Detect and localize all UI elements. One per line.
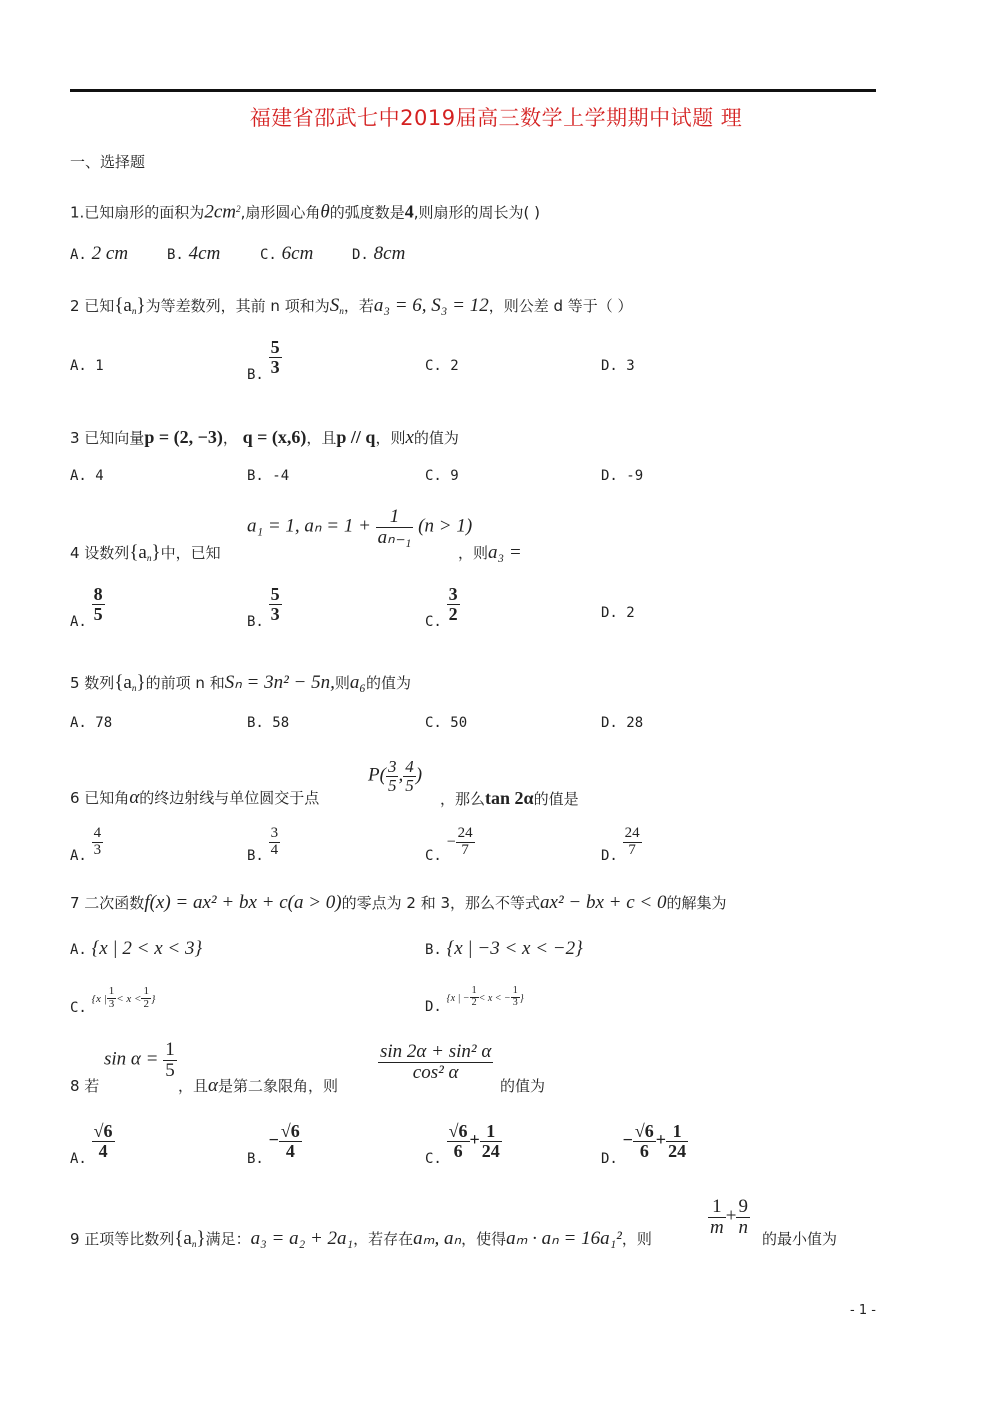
question-3: 3 已知向量p = (2, −3)， q = (x,6)，且p // q，则x的值为 [70, 427, 459, 448]
q8-option-c[interactable]: C. $\frac{√6}{6}$ + $\frac{1}{24}$ [425, 1121, 500, 1168]
fraction: $\frac{√6}{4}$ [280, 1121, 300, 1161]
question-4-text: 4 设数列$\{a_n\}$中，已知 [70, 542, 221, 564]
fraction: $\frac{3}{5}$ [387, 757, 397, 795]
fraction: $\frac{1}{2}$ [471, 985, 477, 1008]
q7-option-a[interactable]: A. {x | 2 < x < 3} [70, 938, 203, 959]
fraction: $\frac{1}{m}$ [710, 1196, 724, 1238]
q5-option-b[interactable]: B. 58 [247, 715, 290, 731]
fraction: $\frac{9}{n}$ [738, 1196, 748, 1238]
q3-option-a[interactable]: A. 4 [70, 468, 104, 484]
question-8-text: ，且α是第二象限角，则 [178, 1075, 339, 1096]
q4-option-a[interactable]: A. $\frac{8}{5}$ [70, 584, 103, 631]
top-rule [70, 89, 876, 92]
q2-option-b[interactable]: B. $\frac{5}{3}$ [247, 337, 280, 384]
q6-option-b[interactable]: B. $\frac{3}{4}$ [247, 825, 279, 865]
fraction: $\frac{1}{3}$ [108, 985, 115, 1010]
q4-option-b[interactable]: B. $\frac{5}{3}$ [247, 584, 280, 631]
fraction: $\frac{1}{2}$ [143, 985, 149, 1010]
fraction: $\frac{1}{3}$ [512, 985, 518, 1008]
fraction: $\frac{4}{3}$ [93, 825, 102, 858]
fraction: $\frac{1}{5}$ [165, 1039, 175, 1081]
section-heading: 一、选择题 [70, 153, 146, 171]
q1-option-b[interactable]: B. 4cm [167, 243, 221, 264]
fraction: $\frac{5}{3}$ [270, 584, 280, 624]
q5-option-d[interactable]: D. 28 [601, 715, 644, 731]
fraction: $\frac{√6}{6}$ [634, 1121, 654, 1161]
q1-option-d[interactable]: D. 8cm [352, 243, 406, 264]
fraction: $\frac{3}{4}$ [270, 825, 279, 858]
fraction: $\frac{24}{7}$ [624, 825, 640, 858]
q3-option-d[interactable]: D. -9 [601, 468, 644, 484]
question-8-sin: sin α = $\frac{1}{5}$ [104, 1039, 175, 1081]
question-9-tail: 的最小值为 [762, 1230, 838, 1248]
question-8-expression [378, 1042, 493, 1083]
q3-option-b[interactable]: B. -4 [247, 468, 290, 484]
question-9-expression: $\frac{1}{m}$ + $\frac{9}{n}$ [710, 1196, 748, 1238]
q7-option-b[interactable]: B. {x | −3 < x < −2} [425, 938, 583, 959]
fraction: $\frac{4}{5}$ [405, 757, 414, 795]
fraction: $\frac{1}{\text{aₙ₋₁}}$ [377, 506, 412, 548]
question-6-tail: ，那么tan 2α的值是 [440, 788, 579, 808]
q2-option-c[interactable]: C. 2 [425, 358, 459, 374]
q5-option-a[interactable]: A. 78 [70, 715, 113, 731]
q2-option-d[interactable]: D. 3 [601, 358, 635, 374]
q6-option-d[interactable]: D. $\frac{24}{7}$ [601, 825, 640, 865]
fraction: $\frac{\text{sin 2α + sin² α}}{\text{cos² α}}$ [380, 1041, 492, 1083]
fraction: $\frac{3}{2}$ [448, 584, 458, 624]
fraction: $\frac{24}{7}$ [457, 825, 473, 858]
fraction: $\frac{√6}{4}$ [93, 1121, 113, 1161]
question-5: 5 数列$\{a_n\}$的前项 n 和Sₙ = 3n² − 5n,则a₆的值为 [70, 672, 412, 694]
q6-option-c[interactable]: C. − $\frac{24}{7}$ [425, 825, 473, 865]
q4-option-c[interactable]: C. $\frac{3}{2}$ [425, 584, 458, 631]
q5-option-c[interactable]: C. 50 [425, 715, 468, 731]
question-9-text: 9 正项等比数列$\{a_n\}$满足：a₃ = a₂ + 2a₁，若存在aₘ, aₙ，使得aₘ · aₙ = 16a₁²，则 [70, 1228, 652, 1250]
question-2: 2 已知$\{a_n\}$为等差数列，其前 n 项和为$S_n$，若a₃ = 6, S₃ = 12，则公差 d 等于（ ） [70, 295, 633, 317]
question-4-formula: a₁ = 1, aₙ = 1 + $\frac{1}{\text{aₙ₋₁}}$ (n > 1) [247, 506, 473, 548]
question-4-tail: ，则a₃ = [458, 542, 522, 563]
question-6-text: 6 已知角α的终边射线与单位圆交于点 [70, 787, 320, 808]
fraction: $\frac{√6}{6}$ [448, 1121, 468, 1161]
q1-option-a[interactable]: A. 2 cm [70, 243, 129, 264]
page-number: - 1 - [850, 1303, 876, 1318]
q6-option-a[interactable]: A. $\frac{4}{3}$ [70, 825, 102, 865]
q3-option-c[interactable]: C. 9 [425, 468, 459, 484]
q8-option-b[interactable]: B. − $\frac{√6}{4}$ [247, 1121, 300, 1168]
fraction: $\frac{8}{5}$ [93, 584, 103, 624]
question-1: 1.已知扇形的面积为$2cm^2$,扇形圆心角θ的弧度数是4,则扇形的周长为( ) [70, 201, 541, 223]
q7-option-c[interactable]: C. {x | $\frac{1}{3}$ < x < $\frac{1}{2}$ } [70, 985, 156, 1017]
q8-option-a[interactable]: A. $\frac{√6}{4}$ [70, 1121, 113, 1168]
q8-option-d[interactable]: D. − $\frac{√6}{6}$ + $\frac{1}{24}$ [601, 1121, 687, 1168]
question-7: 7 二次函数f(x) = ax² + bx + c(a > 0)的零点为 2 和 3，那么不等式ax² − bx + c < 0的解集为 [70, 892, 727, 913]
question-8-label: 8 若 [70, 1077, 100, 1095]
q7-option-d[interactable]: D. {x | − $\frac{1}{2}$ < x < − $\frac{1}{3}$ } [425, 985, 524, 1015]
fraction: $\frac{1}{24}$ [668, 1121, 687, 1161]
question-8-tail: 的值为 [500, 1077, 546, 1095]
point-p: P( $\frac{3}{5}$ , $\frac{4}{5}$ ) [368, 757, 423, 795]
page-title: 福建省邵武七中2019届高三数学上学期期中试题 理 [249, 106, 743, 130]
fraction: $\frac{1}{24}$ [481, 1121, 500, 1161]
q4-option-d[interactable]: D. 2 [601, 605, 635, 621]
fraction: $\frac{5}{3}$ [270, 337, 280, 377]
q1-option-c[interactable]: C. 6cm [260, 243, 314, 264]
q2-option-a[interactable]: A. 1 [70, 358, 104, 374]
